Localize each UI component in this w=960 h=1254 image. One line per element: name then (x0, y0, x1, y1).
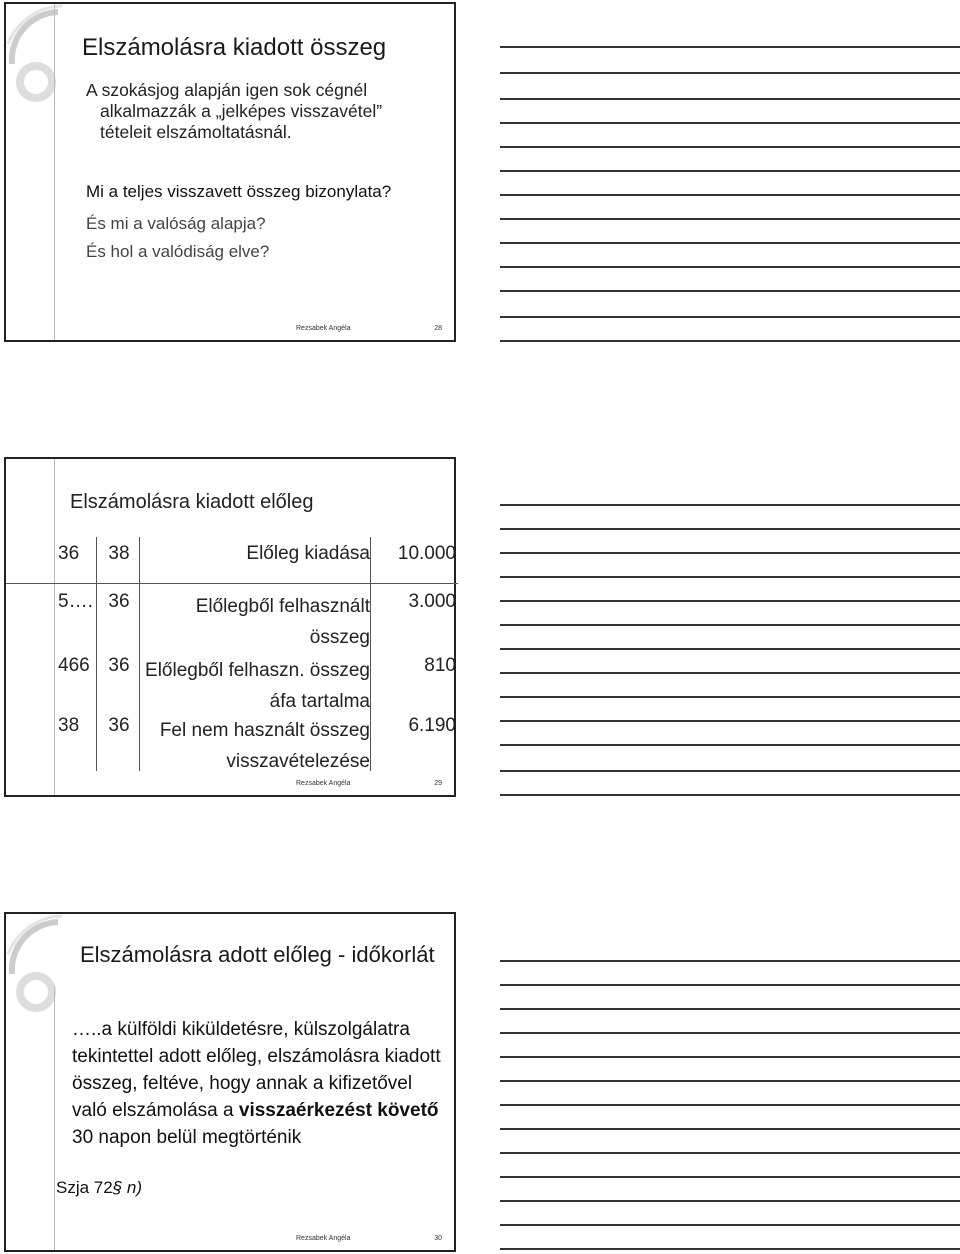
footer-author: Rezsabek Angéla (296, 1235, 351, 1242)
body-line: A szokásjog alapján igen sok cégnél (86, 80, 368, 100)
entry-amount: 10.000 (397, 543, 456, 564)
footer-page-number: 28 (434, 325, 442, 332)
slide-title: Elszámolásra adott előleg - időkorlát (80, 942, 435, 967)
body-text: 30 napon belül megtörténik (72, 1127, 302, 1148)
credit-account: 36 (108, 715, 130, 736)
slide-28 (4, 2, 456, 342)
question-line: És mi a valóság alapja? (86, 214, 266, 233)
reference-text: Szja 72 (56, 1178, 113, 1197)
slide-30 (4, 912, 456, 1252)
footer-author: Rezsabek Angéla (296, 325, 351, 332)
footer-page-number: 29 (434, 780, 442, 787)
credit-account: 38 (108, 543, 130, 564)
debit-account: 5…. (58, 591, 93, 612)
question-line: Mi a teljes visszavett összeg bizonylata? (86, 182, 392, 201)
slide-title: Elszámolásra kiadott összeg (82, 34, 387, 61)
entry-amount: 810 (424, 655, 456, 676)
entry-description: Fel nem használt összeg visszavételezése (159, 720, 370, 772)
legal-reference (56, 1178, 142, 1198)
entry-description: Előleg kiadása (246, 543, 370, 564)
entry-amount: 3.000 (408, 591, 456, 612)
credit-account: 36 (108, 655, 130, 676)
footer-page-number: 30 (434, 1235, 442, 1242)
body-line: tételeit elszámoltatásnál. (100, 122, 292, 142)
entry-amount: 6.190 (408, 715, 456, 736)
entry-description: Előlegből felhasznált összeg (195, 596, 370, 648)
debit-account: 36 (58, 543, 80, 564)
slide-body (86, 80, 382, 143)
slide-29 (4, 457, 456, 797)
reference-suffix: n) (122, 1178, 143, 1197)
question-line: És hol a valódiság elve? (86, 242, 270, 261)
credit-account: 36 (108, 591, 130, 612)
slide-title: Elszámolásra kiadott előleg (70, 491, 314, 513)
body-text: …..a külföldi kiküldetésre, külszolgálatra tekintettel adott előleg, elszámolásra kiadott összeg, feltéve, hogy annak a kifizetővel való elszámolása a (72, 1019, 441, 1121)
section-symbol: § (112, 1178, 123, 1197)
slide-body (72, 1016, 442, 1151)
notes-lines (500, 0, 960, 1254)
debit-account: 466 (58, 655, 90, 676)
body-line: alkalmazzák a „jelképes visszavétel” (100, 101, 383, 121)
entry-description: Előlegből felhaszn. összeg áfa tartalma (145, 660, 370, 712)
body-bold-text: visszaérkezést követő (238, 1100, 439, 1121)
footer-author: Rezsabek Angéla (296, 780, 351, 787)
debit-account: 38 (58, 715, 80, 736)
